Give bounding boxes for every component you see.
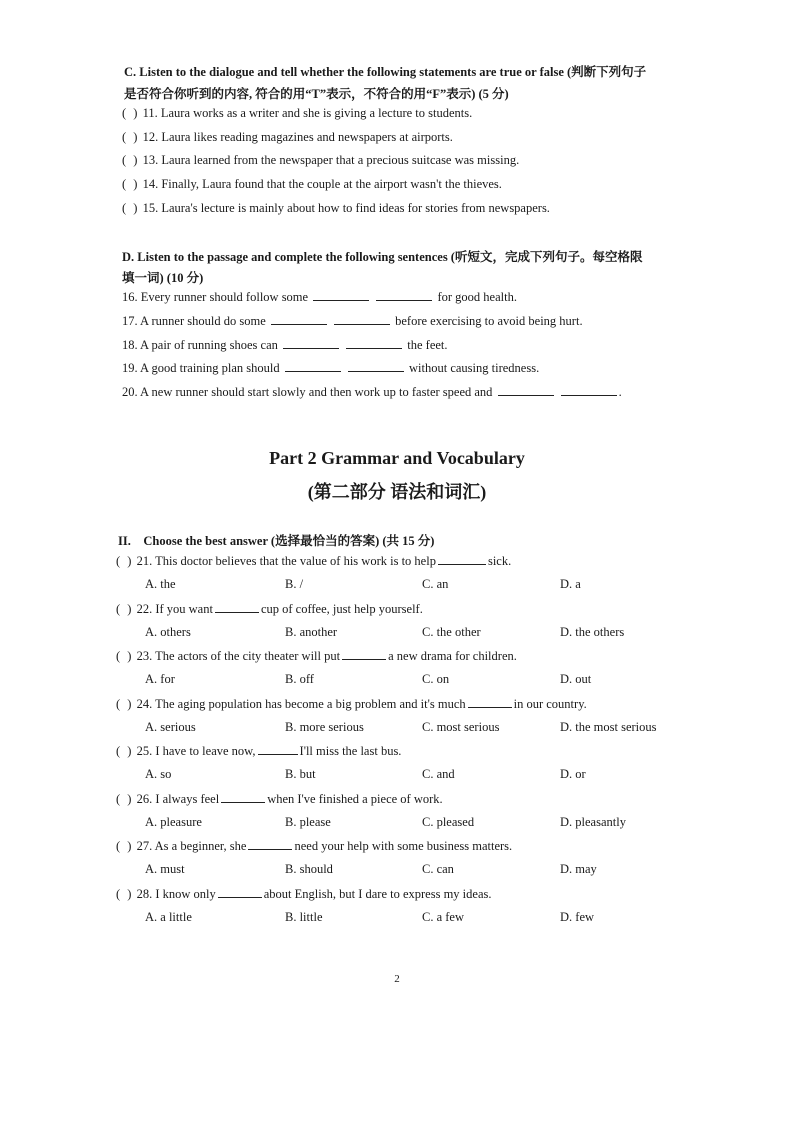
answer-blank[interactable] bbox=[258, 753, 298, 755]
question-stem-before: 28. I know only bbox=[136, 887, 216, 901]
question-11 bbox=[122, 106, 472, 121]
option-d[interactable]: D. the most serious bbox=[560, 720, 657, 734]
sentence-after: the feet. bbox=[407, 338, 448, 352]
question-text: 13. Laura learned from the newspaper that a precious suitcase was missing. bbox=[142, 153, 520, 167]
answer-blank[interactable] bbox=[348, 370, 404, 372]
question-22 bbox=[116, 602, 423, 617]
option-a[interactable]: A. for bbox=[145, 672, 175, 686]
option-a[interactable]: A. must bbox=[145, 862, 185, 876]
question-stem-after: a new drama for children. bbox=[388, 649, 517, 663]
sentence-after: . bbox=[618, 385, 622, 399]
answer-blank[interactable] bbox=[248, 848, 292, 850]
answer-blank[interactable] bbox=[313, 299, 369, 301]
question-13 bbox=[122, 153, 519, 168]
answer-blank[interactable] bbox=[376, 299, 432, 301]
question-16 bbox=[122, 290, 517, 305]
question-19 bbox=[122, 361, 539, 376]
question-text: 14. Finally, Laura found that the couple at the airport wasn't the thieves. bbox=[142, 177, 502, 191]
sentence-before: 17. A runner should do some bbox=[122, 314, 266, 328]
section-title: Choose the best answer (选择最恰当的答案) (共 15 分) bbox=[143, 534, 435, 548]
option-c[interactable]: C. most serious bbox=[422, 720, 500, 734]
answer-blank[interactable] bbox=[346, 347, 402, 349]
option-c[interactable]: C. a few bbox=[422, 910, 464, 924]
option-c[interactable]: C. the other bbox=[422, 625, 481, 639]
option-b[interactable]: B. should bbox=[285, 862, 333, 876]
answer-paren[interactable]: ( ) bbox=[122, 201, 140, 215]
question-stem-before: 23. The actors of the city theater will put bbox=[136, 649, 341, 663]
question-stem-after: I'll miss the last bus. bbox=[299, 744, 402, 758]
answer-blank[interactable] bbox=[221, 801, 265, 803]
answer-paren[interactable]: ( ) bbox=[122, 177, 140, 191]
question-stem-before: 26. I always feel bbox=[136, 792, 220, 806]
sentence-before: 19. A good training plan should bbox=[122, 361, 280, 375]
question-18 bbox=[122, 338, 448, 353]
option-b[interactable]: B. but bbox=[285, 767, 316, 781]
answer-blank[interactable] bbox=[285, 370, 341, 372]
sentence-after: without causing tiredness. bbox=[409, 361, 540, 375]
answer-paren[interactable]: ( ) bbox=[122, 130, 140, 144]
question-stem-after: sick. bbox=[487, 554, 512, 568]
answer-blank[interactable] bbox=[334, 323, 390, 325]
section-d-heading-line2: 填一词) (10 分) bbox=[122, 271, 204, 285]
question-stem-after: need your help with some business matters. bbox=[294, 839, 513, 853]
option-a[interactable]: A. serious bbox=[145, 720, 196, 734]
section-ii-heading bbox=[118, 531, 434, 549]
option-d[interactable]: D. may bbox=[560, 862, 597, 876]
question-stem-after: about English, but I dare to express my ideas. bbox=[263, 887, 492, 901]
option-a[interactable]: A. so bbox=[145, 767, 172, 781]
question-stem-after: cup of coffee, just help yourself. bbox=[260, 602, 423, 616]
answer-blank[interactable] bbox=[342, 658, 386, 660]
answer-blank[interactable] bbox=[218, 896, 262, 898]
option-d[interactable]: D. out bbox=[560, 672, 592, 686]
question-stem-after: in our country. bbox=[513, 697, 587, 711]
question-stem-before: 25. I have to leave now, bbox=[136, 744, 256, 758]
answer-paren[interactable]: ( ) bbox=[116, 649, 134, 663]
answer-paren[interactable]: ( ) bbox=[116, 554, 134, 568]
option-a[interactable]: A. pleasure bbox=[145, 815, 202, 829]
option-a[interactable]: A. others bbox=[145, 625, 191, 639]
section-d-heading-line1: D. Listen to the passage and complete the following sentences (听短文，完成下列句子。每空格限 bbox=[122, 250, 643, 264]
question-27 bbox=[116, 839, 512, 854]
sentence-after: before exercising to avoid being hurt. bbox=[395, 314, 583, 328]
question-14 bbox=[122, 177, 502, 192]
sentence-before: 20. A new runner should start slowly and then work up to faster speed and bbox=[122, 385, 493, 399]
question-24 bbox=[116, 697, 587, 712]
answer-blank[interactable] bbox=[468, 706, 512, 708]
question-28 bbox=[116, 887, 491, 902]
option-d[interactable]: D. the others bbox=[560, 625, 625, 639]
option-b[interactable]: B. little bbox=[285, 910, 323, 924]
sentence-before: 16. Every runner should follow some bbox=[122, 290, 309, 304]
answer-paren[interactable]: ( ) bbox=[122, 153, 140, 167]
section-c-heading-line1: C. Listen to the dialogue and tell whether the following statements are true or false (判断下列句子 bbox=[124, 65, 647, 79]
option-b[interactable]: B. off bbox=[285, 672, 314, 686]
option-d[interactable]: D. or bbox=[560, 767, 586, 781]
question-stem-before: 27. As a beginner, she bbox=[136, 839, 247, 853]
answer-blank[interactable] bbox=[561, 394, 617, 396]
sentence-after: for good health. bbox=[437, 290, 517, 304]
answer-blank[interactable] bbox=[271, 323, 327, 325]
question-stem-before: 24. The aging population has become a big problem and it's much bbox=[136, 697, 466, 711]
option-c[interactable]: C. pleased bbox=[422, 815, 475, 829]
question-stem-after: when I've finished a piece of work. bbox=[267, 792, 443, 806]
option-c[interactable]: C. can bbox=[422, 862, 454, 876]
option-d[interactable]: D. a bbox=[560, 577, 581, 591]
question-20 bbox=[122, 385, 622, 400]
question-23 bbox=[116, 649, 517, 664]
question-25 bbox=[116, 744, 401, 759]
question-stem-before: 22. If you want bbox=[136, 602, 213, 616]
question-stem-before: 21. This doctor believes that the value of his work is to help bbox=[136, 554, 436, 568]
answer-paren[interactable]: ( ) bbox=[116, 887, 134, 901]
option-a[interactable]: A. a little bbox=[145, 910, 192, 924]
option-c[interactable]: C. and bbox=[422, 767, 455, 781]
section-c-heading-line2: 是否符合你听到的内容, 符合的用“T”表示，不符合的用“F”表示) (5 分) bbox=[124, 87, 509, 101]
option-b[interactable]: B. more serious bbox=[285, 720, 364, 734]
part-title: Part 2 Grammar and Vocabulary bbox=[269, 448, 525, 468]
answer-paren[interactable]: ( ) bbox=[122, 106, 140, 120]
option-b[interactable]: B. please bbox=[285, 815, 331, 829]
answer-paren[interactable]: ( ) bbox=[116, 602, 134, 616]
sentence-before: 18. A pair of running shoes can bbox=[122, 338, 278, 352]
answer-paren[interactable]: ( ) bbox=[116, 792, 134, 806]
question-text: 11. Laura works as a writer and she is giving a lecture to students. bbox=[142, 106, 473, 120]
question-text: 15. Laura's lecture is mainly about how to find ideas for stories from newspapers. bbox=[142, 201, 550, 215]
answer-blank[interactable] bbox=[438, 563, 486, 565]
page-number: 2 bbox=[394, 973, 400, 985]
answer-paren[interactable]: ( ) bbox=[116, 744, 134, 758]
answer-paren[interactable]: ( ) bbox=[116, 839, 134, 853]
answer-blank[interactable] bbox=[283, 347, 339, 349]
question-21 bbox=[116, 554, 511, 569]
question-12 bbox=[122, 130, 453, 145]
option-c[interactable]: C. on bbox=[422, 672, 450, 686]
question-17 bbox=[122, 314, 583, 329]
question-text: 12. Laura likes reading magazines and newspapers at airports. bbox=[142, 130, 453, 144]
part-subtitle: (第二部分 语法和词汇) bbox=[307, 482, 487, 502]
question-26 bbox=[116, 792, 443, 807]
option-a[interactable]: A. the bbox=[145, 577, 176, 591]
answer-paren[interactable]: ( ) bbox=[116, 697, 134, 711]
option-b[interactable]: B. / bbox=[285, 577, 304, 591]
option-d[interactable]: D. few bbox=[560, 910, 595, 924]
option-c[interactable]: C. an bbox=[422, 577, 449, 591]
section-number: II. bbox=[118, 534, 131, 548]
option-d[interactable]: D. pleasantly bbox=[560, 815, 626, 829]
answer-blank[interactable] bbox=[498, 394, 554, 396]
option-b[interactable]: B. another bbox=[285, 625, 338, 639]
question-15 bbox=[122, 201, 550, 216]
answer-blank[interactable] bbox=[215, 611, 259, 613]
